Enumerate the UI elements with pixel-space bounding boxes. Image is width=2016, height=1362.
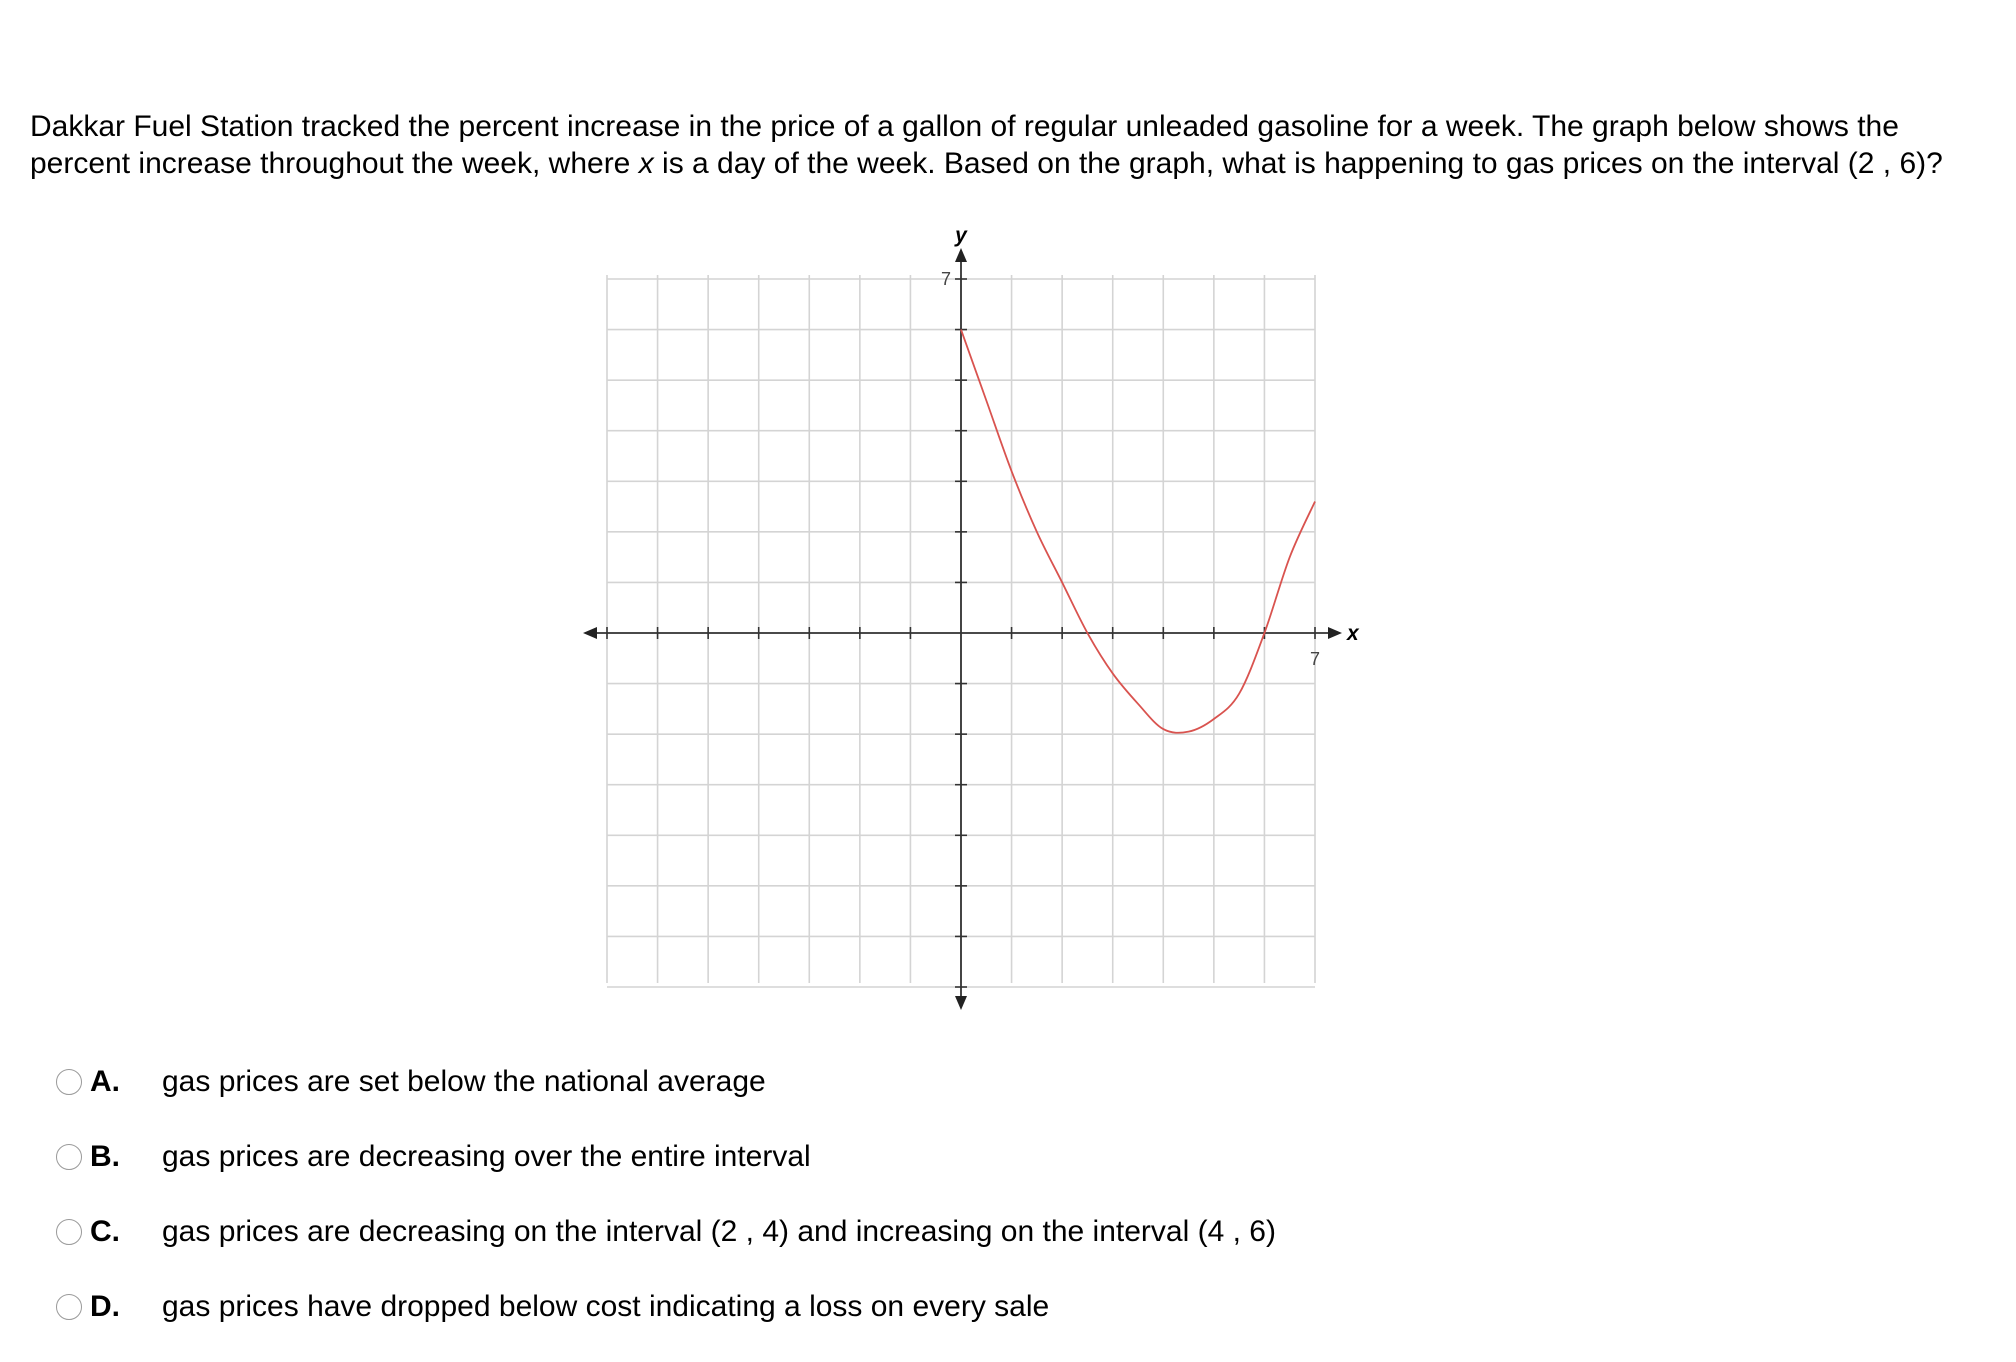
choice-text-c: gas prices are decreasing on the interval (2 , 4) and increasing on the interval (4 , 6): [162, 1215, 1276, 1248]
radio-button-d[interactable]: [56, 1294, 82, 1320]
x-axis-arrow-right: [1328, 627, 1342, 639]
choice-letter-d: D.: [90, 1290, 120, 1323]
y-axis-arrow-down: [955, 996, 967, 1010]
radio-button-c[interactable]: [56, 1219, 82, 1245]
choice-letter-b: B.: [90, 1140, 120, 1173]
choice-c[interactable]: [56, 1210, 1276, 1254]
graph-axes: [583, 248, 1342, 1010]
graph-labels: [941, 224, 1360, 669]
question-variable: x: [638, 147, 654, 180]
x-tick-label-max: 7: [1309, 649, 1321, 669]
x-axis-arrow-left: [583, 627, 597, 639]
choice-letter-a: A.: [90, 1065, 120, 1098]
choice-text-d: gas prices have dropped below cost indicating a loss on every sale: [162, 1290, 1050, 1323]
choice-a[interactable]: [56, 1060, 766, 1104]
question-text-part2: is a day of the week. Based on the graph, what is happening to gas prices on the interval (2 , 6)?: [653, 147, 1943, 180]
choice-d[interactable]: [56, 1285, 1049, 1329]
choice-text-b: gas prices are decreasing over the entire interval: [162, 1140, 811, 1173]
question-text-part1: Dakkar Fuel Station tracked the percent increase in the price of a gallon of regular unleaded gasoline for a week. The graph below shows the percent increase throughout the week, where: [30, 110, 1899, 180]
radio-button-b[interactable]: [56, 1144, 82, 1170]
x-axis-label: x: [1347, 622, 1359, 645]
radio-button-a[interactable]: [56, 1069, 82, 1095]
choice-letter-c: C.: [90, 1215, 120, 1248]
y-axis-arrow-up: [955, 248, 967, 262]
choice-b[interactable]: [56, 1135, 811, 1179]
y-tick-label-max: 7: [940, 269, 951, 289]
choice-text-a: gas prices are set below the national average: [162, 1065, 766, 1098]
y-axis-label: y: [955, 224, 967, 247]
